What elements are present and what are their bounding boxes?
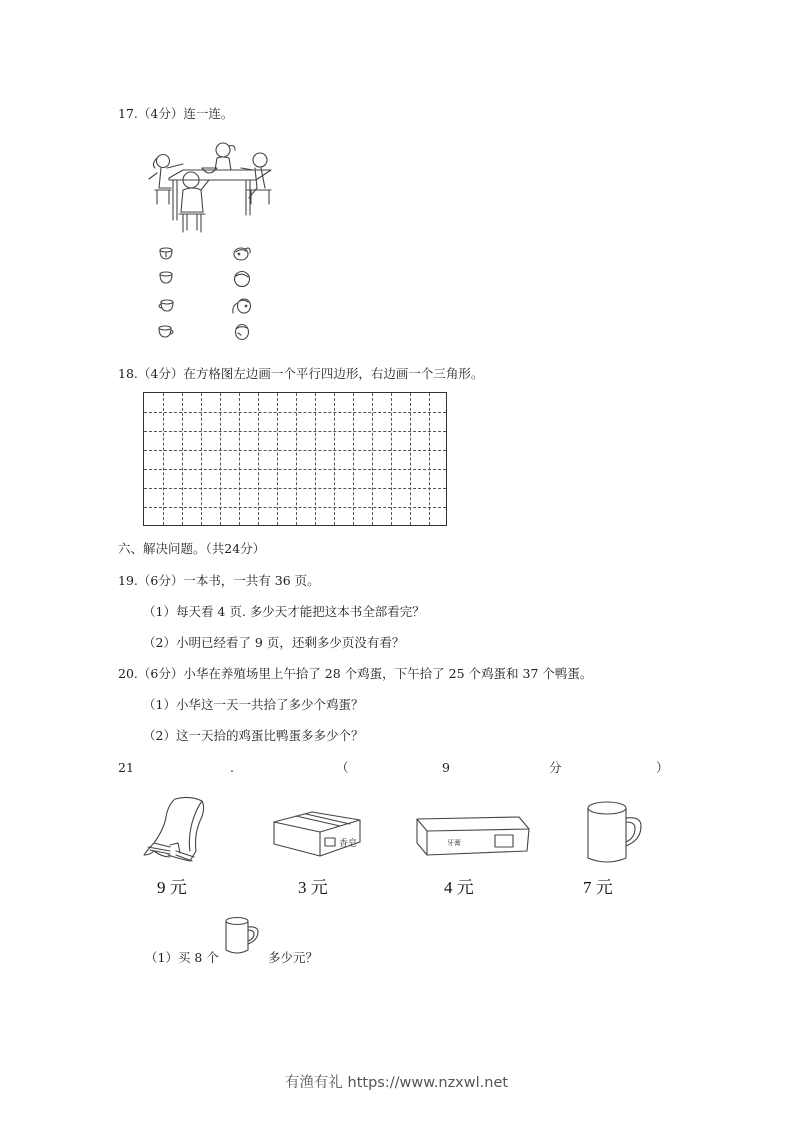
svg-text:牙膏: 牙膏 <box>447 839 461 847</box>
q18-title: 18.（4分）在方格图左边画一个平行四边形，右边画一个三角形。 <box>118 366 484 381</box>
towel-price: 9 元 <box>157 878 187 897</box>
cup-icon-2 <box>159 271 175 285</box>
children-table-illustration <box>143 138 273 238</box>
girl-face-icon-1 <box>232 245 252 261</box>
q19-part1: （1）每天看 4 页. 多少天才能把这本书全部看完？ <box>143 604 425 619</box>
drawing-grid[interactable] <box>143 392 447 526</box>
q21-number: 21 <box>118 760 134 775</box>
q21-part1-suffix: 多少元？ <box>268 950 319 965</box>
towel-icon <box>140 795 215 865</box>
mug-price: 7 元 <box>583 878 613 897</box>
q19-title: 19.（6分）一本书，一共有 36 页。 <box>118 573 320 588</box>
q21-dot: . <box>230 760 234 775</box>
toothpaste-box-icon <box>415 815 533 857</box>
svg-text:香皂: 香皂 <box>339 839 358 849</box>
q17-title: 17.（4分）连一连。 <box>118 106 234 121</box>
footer-watermark: 有渔有礼 https://www.nzxwl.net <box>284 1075 509 1091</box>
q20-title: 20.（6分）小华在养殖场里上午拾了 28 个鸡蛋，下午拾了 25 个鸡蛋和 37 个鸭蛋。 <box>118 666 593 681</box>
mug-inline-icon <box>224 916 260 956</box>
q21-fen: 分 <box>549 760 562 775</box>
soap-price: 3 元 <box>298 878 328 897</box>
q21-paren-close: ） <box>656 760 669 775</box>
boy-face-icon-4 <box>232 323 252 341</box>
q21-score: 9 <box>442 760 450 775</box>
q21-paren-open: （ <box>336 760 349 775</box>
q20-part1: （1）小华这一天一共拾了多少个鸡蛋？ <box>143 697 364 712</box>
section6-title: 六、解决问题。（共24分） <box>118 541 266 556</box>
boy-face-icon-2 <box>232 270 252 288</box>
toothpaste-price: 4 元 <box>444 878 474 897</box>
q20-part2: （2）这一天拾的鸡蛋比鸭蛋多多少个？ <box>143 728 364 743</box>
cup-icon-1 <box>159 247 175 261</box>
q21-part1-prefix: （1）买 8 个 <box>145 950 219 965</box>
cup-icon-3 <box>157 299 175 313</box>
mug-icon <box>585 800 645 866</box>
cup-icon-4 <box>157 325 175 339</box>
girl-face-icon-3 <box>230 297 252 317</box>
q19-part2: （2）小明已经看了 9 页，还剩多少页没有看？ <box>143 635 405 650</box>
soap-box-icon <box>272 808 364 860</box>
